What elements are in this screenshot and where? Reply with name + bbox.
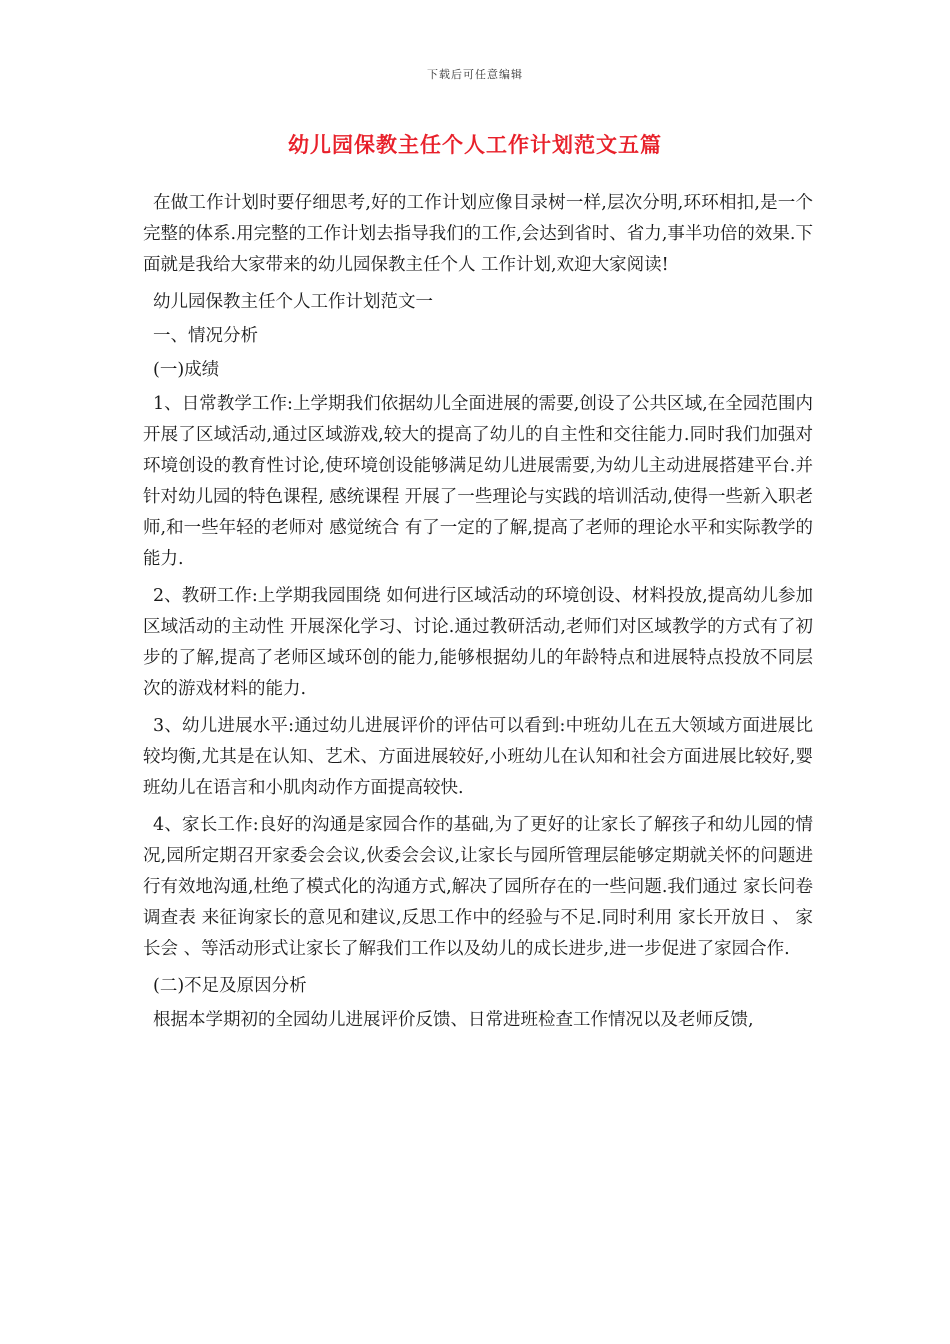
subsection-heading-achievements: (一)成绩 [153, 360, 220, 380]
paragraph-research-work: 2、教研工作:上学期我园围绕 如何进行区域活动的环境创设、材料投放,提高幼儿参加区域活动的主动性 开展深化学习、讨论.通过教研活动,老师们对区域教学的方式有了初步的了解,提高了老师区域环创的能力,能够根据幼儿的年龄特点和进展特点投放不同层次的游戏材料的能力. [143, 586, 813, 699]
header-note: 下载后可任意编辑 [427, 68, 523, 81]
intro-paragraph: 在做工作计划时要仔细思考,好的工作计划应像目录树一样,层次分明,环环相扣,是一个完整的体系.用完整的工作计划去指导我们的工作,会达到省时、省力,事半功倍的效果.下面就是我给大家带来的幼儿园保教主任个人 工作计划,欢迎大家阅读! [143, 193, 813, 275]
document-body [143, 188, 813, 1042]
paragraph-daily-teaching: 1、日常教学工作:上学期我们依据幼儿全面进展的需要,创设了公共区域,在全园范围内开展了区域活动,通过区域游戏,较大的提高了幼儿的自主性和交往能力.同时我们加强对环境创设的教育性讨论,使环境创设能够满足幼儿进展需要,为幼儿主动进展搭建平台.并针对幼儿园的特色课程, 感统课程 开展了一些理论与实践的培训活动,使得一些新入职老师,和一些年轻的老师对 感觉统合 有了一定的了解,提高了老师的理论水平和实际教学的能力. [143, 394, 813, 569]
paragraph-child-development: 3、幼儿进展水平:通过幼儿进展评价的评估可以看到:中班幼儿在五大领域方面进展比较均衡,尤其是在认知、艺术、方面进展较好,小班幼儿在认知和社会方面进展比较好,婴班幼儿在语言和小肌肉动作方面提高较快. [143, 716, 813, 798]
section-heading-sample-one: 幼儿园保教主任个人工作计划范文一 [153, 292, 433, 312]
subsection-heading-shortcomings: (二)不足及原因分析 [153, 976, 307, 996]
document-title: 幼儿园保教主任个人工作计划范文五篇 [288, 132, 662, 157]
section-heading-situation-analysis: 一、情况分析 [153, 326, 258, 346]
paragraph-evaluation-feedback: 根据本学期初的全园幼儿进展评价反馈、日常进班检查工作情况以及老师反馈, [153, 1010, 754, 1030]
paragraph-parent-work: 4、家长工作:良好的沟通是家园合作的基础,为了更好的让家长了解孩子和幼儿园的情况,园所定期召开家委会会议,伙委会会议,让家长与园所管理层能够定期就关怀的问题进行有效地沟通,杜绝了模式化的沟通方式,解决了园所存在的一些问题.我们通过 家长问卷调查表 来征询家长的意见和建议,反思工作中的经验与不足.同时利用 家长开放日 、 家长会 、等活动形式让家长了解我们工作以及幼儿的成长进步,进一步促进了家园合作. [143, 815, 813, 959]
